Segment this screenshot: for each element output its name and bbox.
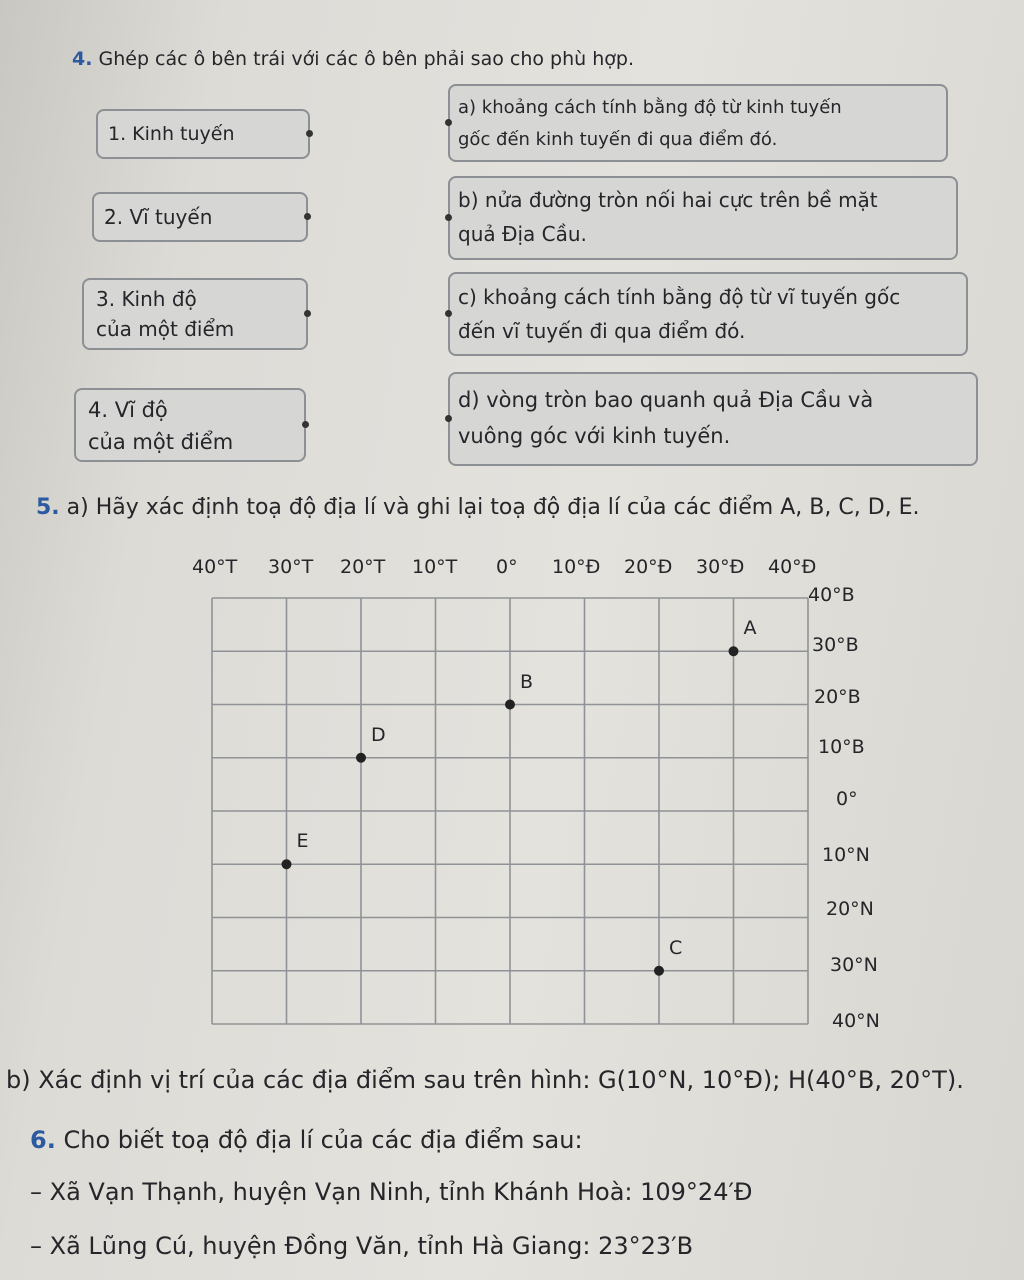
question-6-heading [30,1126,583,1154]
left-box-4-line2: của một điểm [88,430,234,454]
right-box-c-line1: c) khoảng cách tính bằng độ từ vĩ tuyến gốc [458,285,901,309]
point-label-B: B [520,670,534,693]
left-box-1-text: 1. Kinh tuyến [108,123,235,145]
right-box-b-line2: quả Địa Cầu. [458,222,587,246]
point-label-E: E [296,830,309,853]
question-6-item: – Xã Lũng Cú, huyện Đồng Văn, tỉnh Hà Giang: 23°23′B [30,1232,694,1260]
point-B-marker [505,700,515,710]
question-4-number: 4. [72,48,93,70]
point-D-marker [356,753,366,763]
latitude-label: 20°B [814,686,861,708]
right-box-d-line1: d) vòng tròn bao quanh quả Địa Cầu và [458,388,874,412]
latitude-label: 40°B [808,584,855,606]
latitude-label: 30°N [830,954,878,976]
question-5b-text: b) Xác định vị trí của các địa điểm sau trên hình: G(10°N, 10°Đ); H(40°B, 20°T). [6,1066,964,1094]
question-4-text: Ghép các ô bên trái với các ô bên phải sao cho phù hợp. [98,48,634,70]
right-box-a-line2: gốc đến kinh tuyến đi qua điểm đó. [458,129,778,150]
latitude-label: 20°N [826,898,874,920]
longitude-label: 20°T [340,556,386,578]
left-box-3-line2: của một điểm [96,317,235,341]
longitude-label: 10°Đ [552,556,601,578]
longitude-label: 40°Đ [768,556,817,578]
longitude-label: 30°Đ [696,556,745,578]
question-6-item: – Xã Vạn Thạnh, huyện Vạn Ninh, tỉnh Khánh Hoà: 109°24′Đ [30,1178,753,1206]
right-box-b-line1: b) nửa đường tròn nối hai cực trên bề mặt [458,188,878,212]
question-6-number: 6. [30,1126,56,1154]
left-box-2-text: 2. Vĩ tuyến [104,205,213,229]
right-box-d-line2: vuông góc với kinh tuyến. [458,424,731,448]
right-box-c-line2: đến vĩ tuyến đi qua điểm đó. [458,319,746,343]
point-A-marker [729,646,739,656]
longitude-label: 40°T [192,556,238,578]
point-label-D: D [371,723,386,746]
latitude-label: 10°B [818,736,865,758]
longitude-label: 20°Đ [624,556,673,578]
question-5-number: 5. [36,495,60,520]
longitude-label: 30°T [268,556,314,578]
point-E-marker [282,859,292,869]
latitude-label: 30°B [812,634,859,656]
question-6-text: Cho biết toạ độ địa lí của các địa điểm sau: [63,1126,583,1154]
right-box-a-line1: a) khoảng cách tính bằng độ từ kinh tuyến [458,97,842,118]
longitude-label: 0° [496,556,518,578]
question-5a-text: a) Hãy xác định toạ độ địa lí và ghi lại toạ độ địa lí của các điểm A, B, C, D, E. [66,495,920,520]
point-label-A: A [743,617,757,640]
left-box-4-line1: 4. Vĩ độ [88,398,168,422]
point-C-marker [654,966,664,976]
latitude-label: 0° [836,788,858,810]
point-label-C: C [669,936,683,959]
longitude-label: 10°T [412,556,458,578]
left-box-3-line1: 3. Kinh độ [96,287,197,311]
latitude-label: 40°N [832,1010,880,1032]
latitude-label: 10°N [822,844,870,866]
